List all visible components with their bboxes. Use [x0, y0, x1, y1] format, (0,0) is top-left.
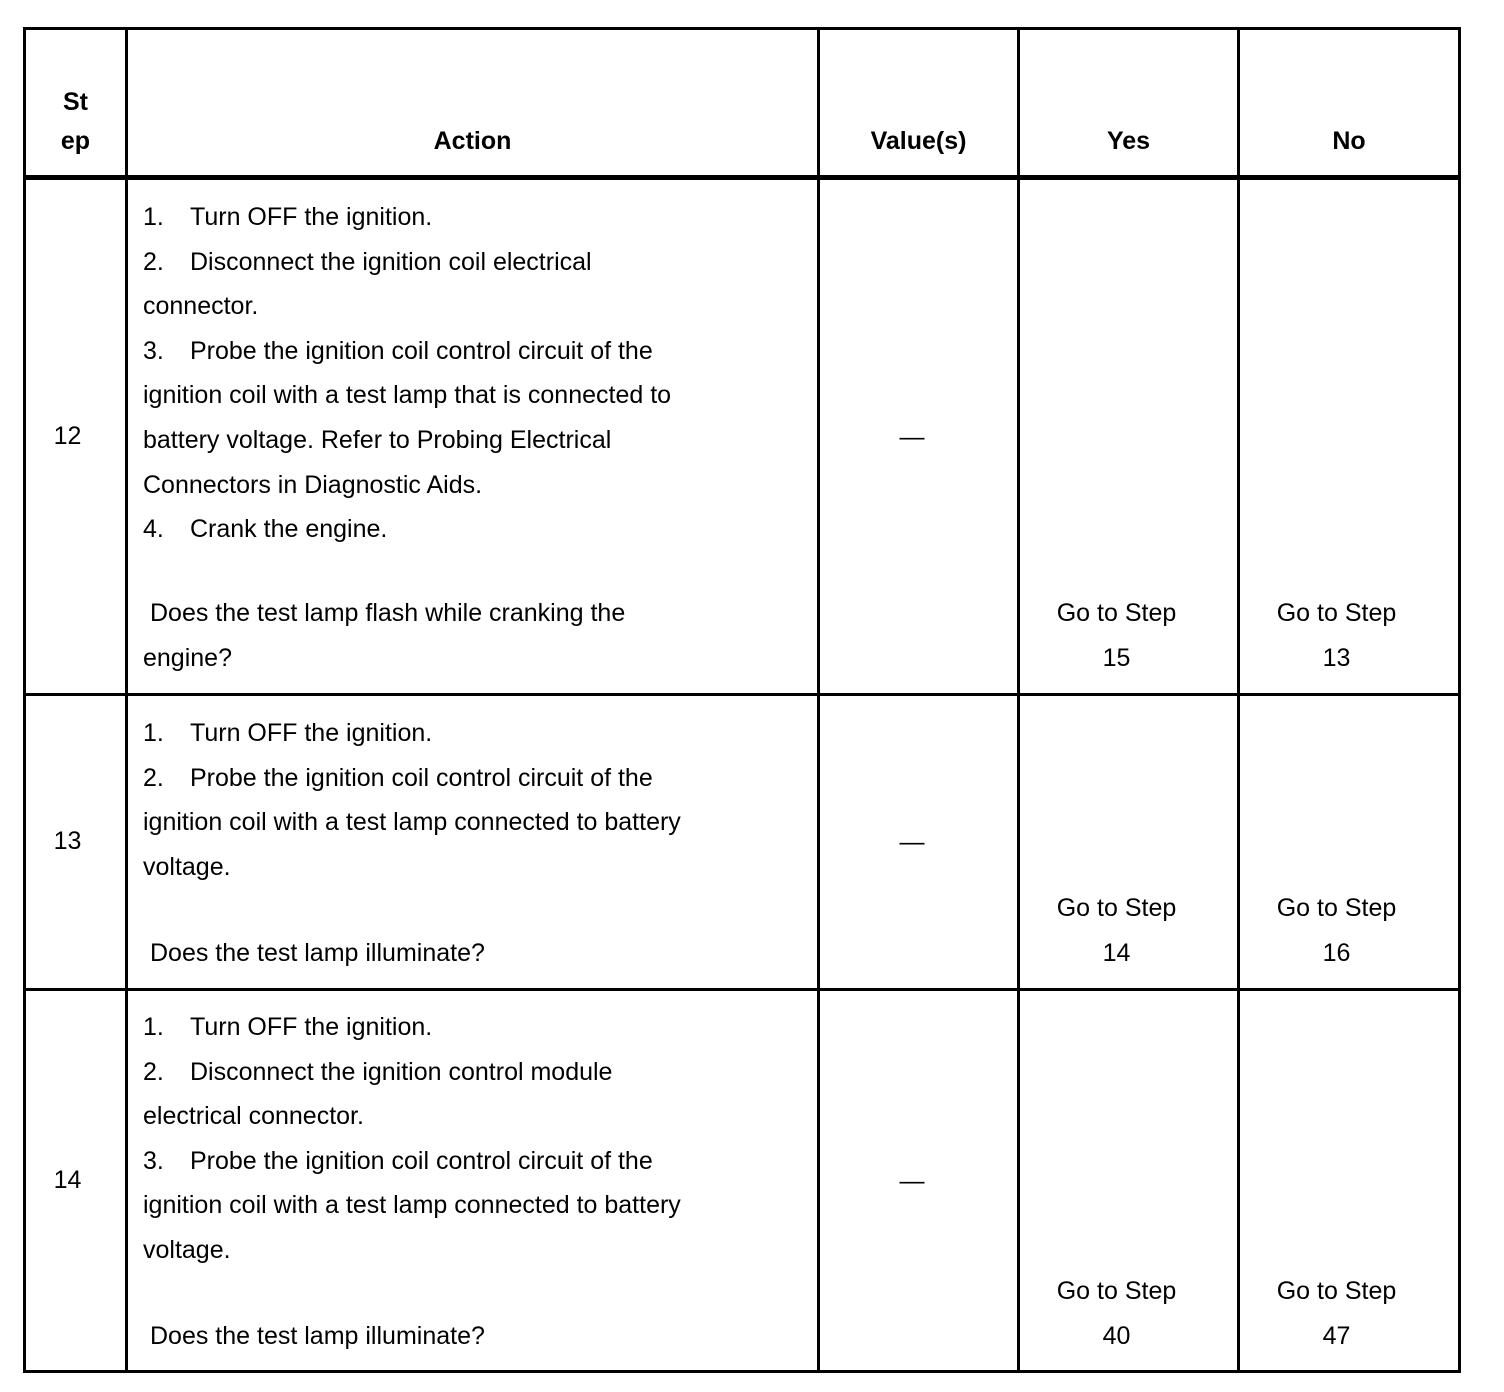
- action-item-number: 1.: [143, 203, 164, 231]
- action-item-text: Disconnect the ignition control module: [190, 1057, 613, 1086]
- column-separator: [1017, 27, 1020, 1373]
- action-item-continuation: ignition coil with a test lamp connected to battery: [143, 808, 681, 837]
- question-line: Does the test lamp illuminate?: [150, 1322, 485, 1350]
- question-line: Does the test lamp flash while cranking the: [150, 599, 626, 627]
- yes-goto-label: Go to Step: [1056, 599, 1177, 627]
- header-no: No: [1332, 127, 1366, 155]
- no-cell: [1240, 886, 1433, 975]
- action-item-number: 4.: [143, 515, 164, 544]
- no-goto-step: 13: [1322, 643, 1351, 672]
- yes-goto-label: Go to Step: [1056, 894, 1177, 922]
- value-cell: —: [899, 828, 925, 856]
- action-item-number: 3.: [143, 336, 164, 365]
- action-item-number: 2.: [143, 247, 164, 276]
- action-item: [143, 1139, 681, 1184]
- action-item: [143, 711, 681, 756]
- no-cell: [1240, 591, 1433, 680]
- action-list: [143, 1005, 681, 1273]
- action-list: [143, 195, 671, 552]
- action-item-continuation: ignition coil with a test lamp that is connected to: [143, 381, 672, 410]
- action-item-number: 1.: [143, 719, 164, 747]
- header-yes: Yes: [1106, 127, 1151, 155]
- action-item: [143, 195, 671, 240]
- header-step: [26, 83, 125, 161]
- action-item-number: 2.: [143, 1057, 164, 1086]
- question-line: engine?: [143, 643, 232, 672]
- action-item-continuation: Connectors in Diagnostic Aids.: [143, 470, 483, 499]
- table-border-right: [1458, 27, 1461, 1373]
- step-number: 13: [53, 827, 82, 855]
- header-values: Value(s): [870, 127, 967, 155]
- action-item: [143, 1050, 681, 1095]
- yes-goto-step: 40: [1102, 1321, 1131, 1350]
- column-separator: [1237, 27, 1240, 1373]
- yes-goto-step: 14: [1102, 938, 1131, 967]
- step-number: 14: [53, 1166, 82, 1194]
- no-cell: [1240, 1269, 1433, 1358]
- action-item-text: Turn OFF the ignition.: [190, 203, 433, 231]
- header-separator: [23, 175, 1461, 180]
- header-action: Action: [433, 127, 512, 155]
- action-item-text: Probe the ignition coil control circuit of the: [190, 763, 653, 792]
- table-border-top: [23, 27, 1461, 30]
- action-item-text: Crank the engine.: [190, 515, 388, 544]
- yes-goto-step: 15: [1102, 643, 1131, 672]
- value-cell: —: [899, 423, 925, 451]
- action-item: [143, 756, 681, 801]
- action-item: [143, 240, 671, 285]
- header-step-line2: ep: [60, 127, 91, 155]
- yes-cell: [1020, 886, 1213, 975]
- action-item-continuation: voltage.: [143, 852, 231, 881]
- header-step-line1: St: [63, 88, 88, 116]
- action-item-continuation: ignition coil with a test lamp connected to battery: [143, 1191, 681, 1220]
- yes-goto-label: Go to Step: [1056, 1277, 1177, 1305]
- no-goto-step: 16: [1322, 938, 1351, 967]
- action-item-number: 1.: [143, 1013, 164, 1041]
- action-item: [143, 1005, 681, 1050]
- no-goto-label: Go to Step: [1276, 894, 1397, 922]
- action-question: [150, 931, 485, 976]
- action-item-continuation: electrical connector.: [143, 1102, 364, 1131]
- question-line: Does the test lamp illuminate?: [150, 939, 485, 967]
- yes-cell: [1020, 1269, 1213, 1358]
- action-item-text: Turn OFF the ignition.: [190, 719, 433, 747]
- action-list: [143, 711, 681, 889]
- action-item-text: Probe the ignition coil control circuit of the: [190, 336, 653, 365]
- column-separator: [125, 27, 128, 1373]
- value-cell: —: [899, 1167, 925, 1195]
- table-border-bottom: [23, 1370, 1461, 1373]
- action-item-continuation: battery voltage. Refer to Probing Electrical: [143, 425, 612, 454]
- action-item-number: 3.: [143, 1146, 164, 1175]
- step-number: 12: [53, 422, 82, 450]
- action-item-continuation: voltage.: [143, 1235, 231, 1264]
- action-item-continuation: connector.: [143, 292, 259, 321]
- action-item-number: 2.: [143, 763, 164, 792]
- action-item-text: Probe the ignition coil control circuit of the: [190, 1146, 653, 1175]
- action-item: [143, 507, 671, 552]
- action-item-text: Disconnect the ignition coil electrical: [190, 247, 592, 276]
- yes-cell: [1020, 591, 1213, 680]
- no-goto-step: 47: [1322, 1321, 1351, 1350]
- row-separator: [23, 693, 1461, 696]
- row-separator: [23, 988, 1461, 991]
- action-item-text: Turn OFF the ignition.: [190, 1013, 433, 1041]
- action-question: [150, 1314, 485, 1359]
- no-goto-label: Go to Step: [1276, 599, 1397, 627]
- no-goto-label: Go to Step: [1276, 1277, 1397, 1305]
- action-item: [143, 329, 671, 374]
- action-question: [143, 591, 625, 680]
